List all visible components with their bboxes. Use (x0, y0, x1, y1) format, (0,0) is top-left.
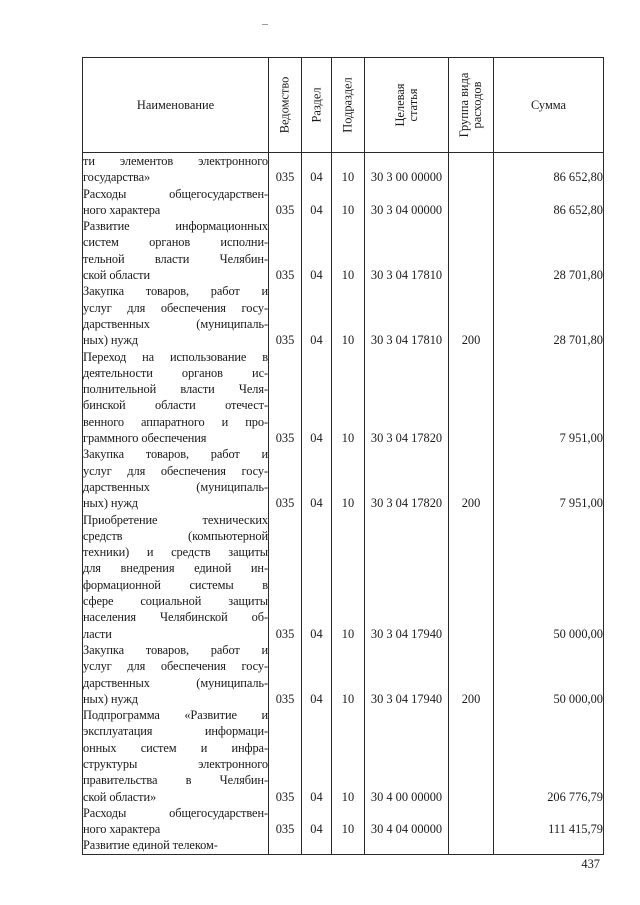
table-body (83, 153, 604, 855)
header-section-label: Раздел (308, 87, 323, 123)
name-line: Закупка товаров, работ и (83, 284, 268, 299)
name-line: сфере социальной защиты (83, 594, 268, 609)
name-line: государства» (83, 170, 151, 185)
cell-name (83, 805, 269, 838)
cell-dept: 035 (269, 446, 302, 511)
name-line: Переход на использование в (83, 349, 268, 364)
name-line: дарственных (муниципаль- (83, 316, 268, 331)
table-row (83, 837, 604, 854)
cell-group (449, 512, 494, 642)
name-line: формационной системы в (83, 577, 268, 592)
cell-section: 04 (302, 805, 332, 838)
cell-section: 04 (302, 153, 332, 186)
name-line: Развитие информационных (83, 219, 268, 234)
cell-dept: 035 (269, 153, 302, 186)
cell-group (449, 837, 494, 854)
page-number: 437 (581, 857, 600, 871)
cell-name (83, 186, 269, 219)
name-line: Расходы общегосударствен- (83, 186, 268, 201)
cell-sum (494, 837, 604, 854)
cell-subsection: 10 (332, 512, 365, 642)
cell-target: 30 3 04 00000 (365, 186, 449, 219)
cell-name (83, 283, 269, 348)
cell-group: 200 (449, 283, 494, 348)
table-row (83, 153, 604, 186)
cell-sum: 206 776,79 (494, 707, 604, 805)
name-line: ного характера (83, 202, 161, 217)
cell-subsection: 10 (332, 153, 365, 186)
cell-target: 30 3 04 17940 (365, 642, 449, 707)
cell-section: 04 (302, 707, 332, 805)
name-line: дарственных (муниципаль- (83, 479, 268, 494)
cell-target: 30 3 04 17940 (365, 512, 449, 642)
name-line: дарственных (муниципаль- (83, 675, 268, 690)
table-row (83, 805, 604, 838)
table-row (83, 218, 604, 283)
cell-subsection: 10 (332, 349, 365, 447)
name-line: ных) нужд (83, 496, 139, 511)
name-line: ных) нужд (83, 691, 139, 706)
header-group-line1: Группа вида (456, 72, 471, 138)
cell-name (83, 349, 269, 447)
name-line: Подпрограмма «Развитие и (83, 708, 268, 723)
name-line: ных) нужд (83, 333, 139, 348)
cell-target: 30 3 00 00000 (365, 153, 449, 186)
cell-dept: 035 (269, 349, 302, 447)
cell-name (83, 218, 269, 283)
table-row (83, 283, 604, 348)
cell-sum: 7 951,00 (494, 349, 604, 447)
cell-sum: 50 000,00 (494, 512, 604, 642)
cell-name (83, 707, 269, 805)
name-line: ской области» (83, 789, 157, 804)
cell-sum: 86 652,80 (494, 186, 604, 219)
cell-dept: 035 (269, 218, 302, 283)
cell-sum: 7 951,00 (494, 446, 604, 511)
header-section (302, 58, 332, 153)
cell-section (302, 837, 332, 854)
cell-subsection: 10 (332, 446, 365, 511)
cell-dept: 035 (269, 283, 302, 348)
header-name: Наименование (83, 58, 269, 153)
name-line: правительства в Челябин- (83, 773, 268, 788)
cell-target: 30 4 00 00000 (365, 707, 449, 805)
name-line: онных систем и инфра- (83, 740, 268, 755)
name-line: полнительной власти Челя- (83, 382, 268, 397)
cell-sum: 28 701,80 (494, 218, 604, 283)
cell-group: 200 (449, 642, 494, 707)
cell-target: 30 3 04 17810 (365, 283, 449, 348)
cell-name (83, 446, 269, 511)
name-line: систем органов исполни- (83, 235, 268, 250)
cell-dept: 035 (269, 805, 302, 838)
cell-section: 04 (302, 186, 332, 219)
header-group-line2: расходов (470, 81, 484, 129)
name-line: населения Челябинской об- (83, 610, 268, 625)
cell-target: 30 3 04 17820 (365, 349, 449, 447)
cell-subsection: 10 (332, 186, 365, 219)
name-line: средств (компьютерной (83, 528, 268, 543)
cell-dept: 035 (269, 707, 302, 805)
cell-name (83, 512, 269, 642)
header-group (449, 58, 494, 153)
name-line: венного аппаратного и про- (83, 414, 268, 429)
name-line: деятельности органов ис- (83, 365, 268, 380)
cell-dept: 035 (269, 186, 302, 219)
header-sum: Сумма (494, 58, 604, 153)
cell-name (83, 153, 269, 186)
cell-dept (269, 837, 302, 854)
name-line: ласти (83, 626, 112, 641)
header-target-label (393, 83, 419, 126)
name-line: ного характера (83, 822, 161, 837)
cell-section: 04 (302, 642, 332, 707)
header-subsection-label: Подраздел (340, 77, 355, 133)
name-line: услуг для обеспечения госу- (83, 659, 268, 674)
header-target-line1: Целевая (392, 83, 407, 127)
table-row (83, 349, 604, 447)
name-line: структуры электронного (83, 756, 268, 771)
cell-group (449, 805, 494, 838)
budget-table (82, 57, 604, 855)
table-row (83, 446, 604, 511)
header-subsection (332, 58, 365, 153)
cell-group (449, 186, 494, 219)
cell-group: 200 (449, 446, 494, 511)
cell-group (449, 153, 494, 186)
header-group-label (458, 73, 484, 138)
header-dept (269, 58, 302, 153)
name-line: техники) и средств защиты (83, 545, 268, 560)
table-row (83, 186, 604, 219)
cell-dept: 035 (269, 642, 302, 707)
cell-target: 30 4 04 00000 (365, 805, 449, 838)
cell-group (449, 707, 494, 805)
name-line: Приобретение технических (83, 512, 268, 527)
cell-subsection: 10 (332, 283, 365, 348)
cell-name (83, 837, 269, 854)
name-line: услуг для обеспечения госу- (83, 463, 268, 478)
header-dept-label: Ведомство (277, 76, 292, 134)
header-target-line2: статья (405, 88, 420, 122)
table-row (83, 642, 604, 707)
cell-name (83, 642, 269, 707)
name-line: Закупка товаров, работ и (83, 447, 268, 462)
name-line: эксплуатация информаци- (83, 724, 268, 739)
cell-subsection (332, 837, 365, 854)
name-line: Развитие единой телеком- (83, 838, 218, 853)
table-row (83, 512, 604, 642)
cell-group (449, 349, 494, 447)
cell-sum: 86 652,80 (494, 153, 604, 186)
cell-subsection: 10 (332, 707, 365, 805)
name-line: услуг для обеспечения госу- (83, 300, 268, 315)
name-line: ти элементов электронного (83, 154, 268, 168)
cell-section: 04 (302, 446, 332, 511)
scan-mark (262, 24, 268, 25)
cell-section: 04 (302, 349, 332, 447)
table-row (83, 707, 604, 805)
name-line: для внедрения единой ин- (83, 561, 268, 576)
cell-target: 30 3 04 17820 (365, 446, 449, 511)
cell-section: 04 (302, 512, 332, 642)
name-line: граммного обеспечения (83, 431, 207, 446)
name-line: тельной власти Челябин- (83, 251, 268, 266)
name-line: ской области (83, 268, 151, 283)
name-line: Закупка товаров, работ и (83, 642, 268, 657)
cell-group (449, 218, 494, 283)
table-header-row (83, 58, 604, 153)
cell-section: 04 (302, 218, 332, 283)
cell-sum: 111 415,79 (494, 805, 604, 838)
cell-target (365, 837, 449, 854)
header-target (365, 58, 449, 153)
cell-subsection: 10 (332, 218, 365, 283)
cell-subsection: 10 (332, 805, 365, 838)
name-line: бинской области отечест- (83, 398, 268, 413)
cell-section: 04 (302, 283, 332, 348)
cell-dept: 035 (269, 512, 302, 642)
cell-sum: 28 701,80 (494, 283, 604, 348)
cell-sum: 50 000,00 (494, 642, 604, 707)
name-line: Расходы общегосударствен- (83, 805, 268, 820)
cell-subsection: 10 (332, 642, 365, 707)
cell-target: 30 3 04 17810 (365, 218, 449, 283)
